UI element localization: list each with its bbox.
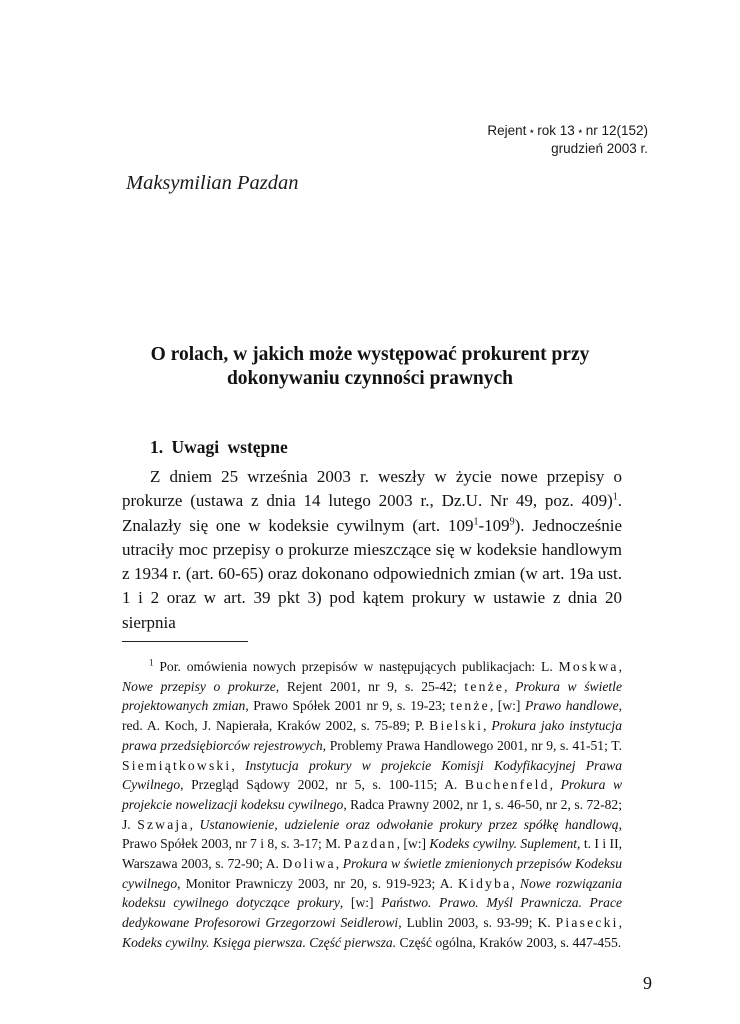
text-run: , Radca Prawny 2002, nr 1, s. 46-50, nr 2, s. 72-82; J. — [122, 796, 623, 832]
section-heading — [150, 437, 288, 458]
footnote-number: 1 — [149, 657, 154, 668]
text-run: , — [335, 856, 343, 872]
cited-title: Kodeks cywilny. Suplement, — [429, 836, 581, 852]
cited-author: Szwaja — [137, 816, 190, 832]
cited-title: Prokura w świetle projektowanych zmian — [122, 678, 622, 714]
cited-title: Kodeks cywilny. Księga pierwsza. Część pierwsza. — [122, 934, 400, 950]
page-number: 9 — [643, 973, 652, 993]
author-name: Maksymilian Pazdan — [126, 172, 299, 194]
text-run: t. I i II, Warszawa 2003, s. 72-90; A. — [122, 836, 623, 872]
text-run: , Problemy Prawa Handlowego 2001, nr 9, s. 41-51; T. — [322, 737, 622, 753]
journal-date: grudzień 2003 r. — [551, 141, 648, 156]
cited-author: Piasecki — [555, 915, 619, 931]
text-run: , Monitor Prawniczy 2003, nr 20, s. 919-923; A. — [177, 875, 459, 891]
cited-author: tenże — [464, 678, 505, 694]
paragraph — [122, 465, 622, 635]
cited-title: Prokura jako instytucja prawa przedsiębiorców rejestrowych — [122, 718, 623, 753]
superscript: 9 — [509, 515, 515, 527]
cited-author: Bielski — [429, 718, 484, 734]
text-run: , — [504, 678, 516, 694]
text-run: , [w:] — [339, 895, 382, 911]
cited-author: Kidyba — [458, 875, 512, 891]
text-run: , Przegląd Sądowy 2002, nr 5, s. 100-115; A. — [180, 777, 465, 793]
running-header — [487, 122, 648, 158]
body-text — [122, 465, 622, 635]
text-run: , Rejent 2001, nr 9, s. 25-42; — [275, 678, 465, 694]
text-run: , Prawo Spółek 2003, nr 7 i 8, s. 3-17; M. — [122, 816, 623, 852]
footnote-separator — [122, 641, 248, 642]
journal-year: rok 13 — [537, 123, 575, 138]
cited-title: Ustanowienie, udzielenie oraz odwołanie prokury przez spółkę handlową — [199, 816, 619, 832]
cited-author: Doliwa — [282, 856, 336, 872]
cited-title: Państwo. Prawo. Myśl Prawnicza. Prace dedykowane Profesorowi Grzegorzowi Seidlerowi — [122, 895, 623, 931]
journal-line — [487, 122, 648, 140]
cited-author: tenże — [450, 698, 490, 714]
journal-name: Rejent — [487, 123, 527, 138]
text-run: , Lublin 2003, s. 93-99; K. — [398, 915, 556, 931]
text-run: Część ogólna — [399, 934, 473, 950]
cited-title: Prawo handlowe — [524, 698, 619, 714]
cited-author: Buchenfeld — [464, 777, 550, 793]
text-run: . Znalazły się one w kodeksie cywilnym (art. 109 — [122, 491, 622, 535]
section-title: Uwagi wstępne — [171, 437, 288, 457]
text-run: -109 — [478, 515, 510, 535]
text-run: , Prawo Spółek 2001 nr 9, s. 19-23; — [245, 698, 451, 714]
cited-author: Pazdan — [344, 836, 397, 852]
text-run: , Kraków 2003, s. 447-455. — [472, 934, 622, 950]
cited-title: Prokura w świetle zmienionych przepisów Kodeksu cywilnego — [122, 856, 622, 891]
section-number: 1. — [150, 437, 164, 457]
text-run: Z dniem 25 września 2003 r. weszły w życie nowe przepisy o prokurze (ustawa z dnia 14 lutego 2003 r., Dz.U. Nr 49, poz. 409) — [122, 467, 622, 511]
text-run: , — [511, 875, 520, 891]
article-title: O rolach, w jakich może występować prokurent przy dokonywaniu czynności prawnych — [150, 344, 590, 389]
footnote — [122, 657, 622, 953]
text-run: ). Jednocześnie utraciły moc przepisy o prokurze mieszczące się w kodeksie handlowym z 1934 r. (art. 60-65) oraz dokonano odpowiednich zmian (w art. 19a ust. 1 i 2 oraz w art. 39 pkt 3) pod kątem prokury w ustawie z dnia 20 sierpnia — [122, 515, 623, 632]
text-run: , — [231, 757, 246, 773]
superscript: 1 — [473, 515, 479, 527]
star-separator-icon: ⭑ — [529, 126, 535, 136]
footnote-paragraph — [122, 657, 622, 953]
cited-author: Siemiątkowski — [122, 757, 232, 773]
star-separator-icon: ⭑ — [577, 126, 583, 136]
cited-title: Instytucja prokury w projekcie Komisji Kodyfikacyjnej Prawa Cywilnego — [122, 757, 623, 793]
journal-issue: nr 12(152) — [585, 123, 648, 138]
cited-author: Moskwa — [558, 659, 619, 674]
text-run: Por. omówienia nowych przepisów w następujących publikacjach: L. — [159, 659, 559, 674]
text-run: , — [618, 659, 622, 674]
text-run: , — [618, 915, 622, 931]
cited-title: Nowe przepisy o prokurze — [122, 678, 276, 694]
text-run: , [w:] — [489, 698, 525, 714]
footnote-reference: 1 — [612, 491, 618, 503]
cited-title: Nowe rozwiązania kodeksu cywilnego dotyczące prokury — [122, 875, 623, 911]
text-run: , — [483, 718, 492, 734]
text-run: , — [189, 816, 200, 832]
text-run: , — [549, 777, 561, 793]
text-run: , [w:] — [396, 836, 430, 852]
cited-title: Prokura w projekcie nowelizacji kodeksu cywilnego — [122, 777, 623, 812]
text-run: , red. A. Koch, J. Napierała, Kraków 2002, s. 75-89; P. — [122, 698, 623, 734]
